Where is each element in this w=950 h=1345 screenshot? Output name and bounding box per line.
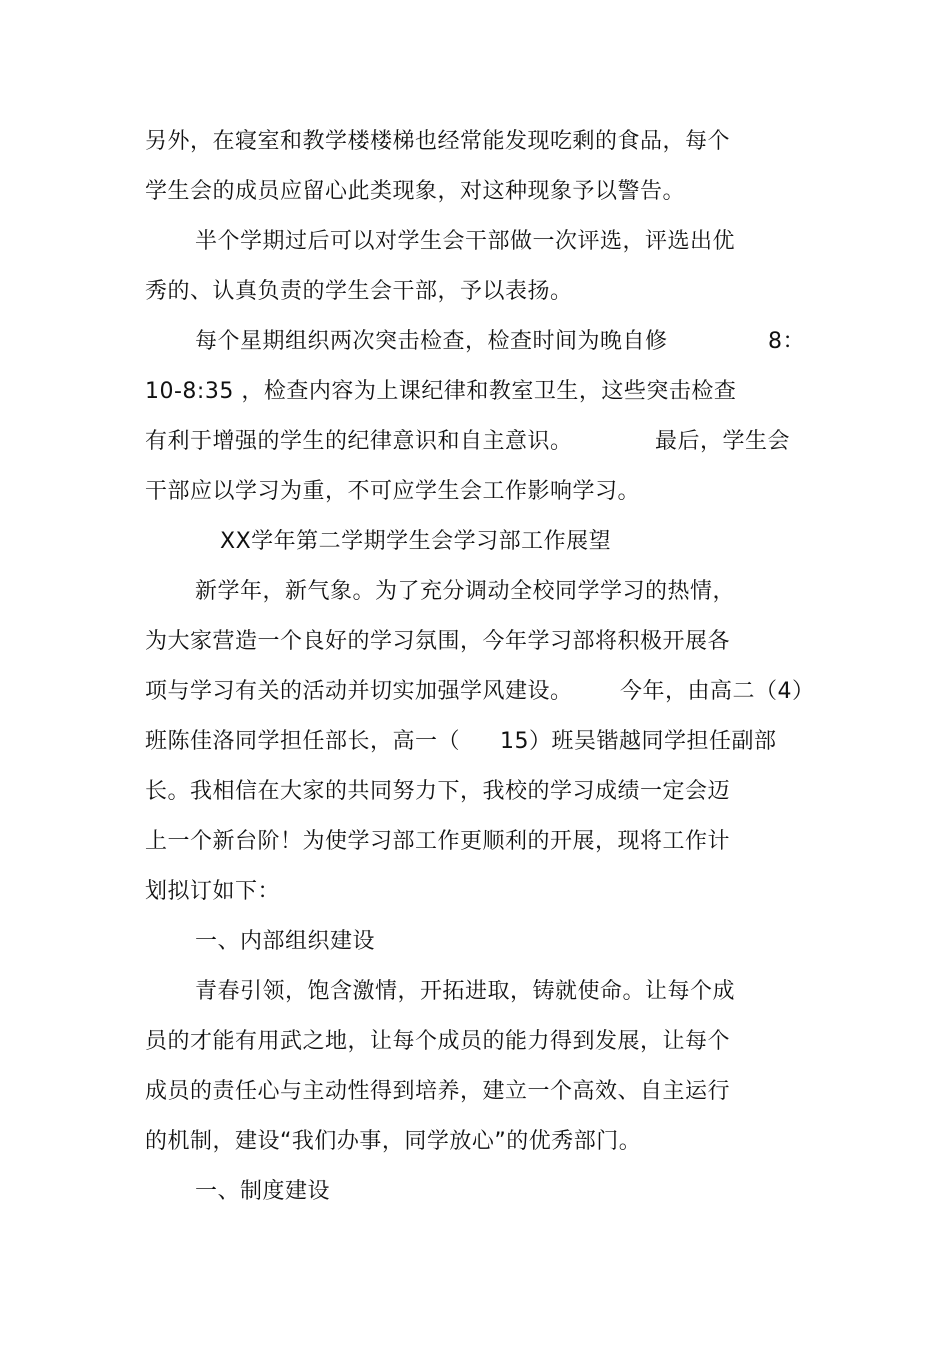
text-line: 青春引领，饱含激情，开拓进取，铸就使命。让每个成: [195, 979, 736, 1004]
text-line: 学生会的成员应留心此类现象，对这种现象予以警告。: [145, 179, 686, 204]
text-line: 为大家营造一个良好的学习氛围，今年学习部将积极开展各: [145, 629, 731, 654]
text-line: 15）班吴锴越同学担任副部: [500, 729, 777, 754]
text-line: 成员的责任心与主动性得到培养，建立一个高效、自主运行: [145, 1079, 731, 1104]
text-line: 员的才能有用武之地，让每个成员的能力得到发展，让每个: [145, 1029, 731, 1054]
text-line: 上一个新台阶！为使学习部工作更顺利的开展，现将工作计: [145, 829, 731, 854]
text-line: 的机制，建设“我们办事，同学放心”的优秀部门。: [145, 1129, 642, 1154]
text-line: 10-8:35 ，检查内容为上课纪律和教室卫生，这些突击检查: [145, 379, 737, 404]
section-heading: XX学年第二学期学生会学习部工作展望: [220, 529, 612, 554]
text-line: 划拟订如下：: [145, 879, 281, 904]
subsection-heading: 一、内部组织建设: [195, 929, 376, 954]
text-line: 最后，学生会: [655, 429, 791, 454]
text-line: 半个学期过后可以对学生会干部做一次评选，评选出优: [195, 229, 736, 254]
text-line: 干部应以学习为重，不可应学生会工作影响学习。: [145, 479, 641, 504]
text-line: 8：: [768, 329, 805, 354]
text-line: 长。我相信在大家的共同努力下，我校的学习成绩一定会迈: [145, 779, 731, 804]
subsection-heading: 一、制度建设: [195, 1179, 331, 1204]
text-line: 有利于增强的学生的纪律意识和自主意识。: [145, 429, 573, 454]
text-line: 项与学习有关的活动并切实加强学风建设。: [145, 679, 573, 704]
text-line: 新学年，新气象。为了充分调动全校同学学习的热情，: [195, 579, 736, 604]
text-line: 秀的、认真负责的学生会干部，予以表扬。: [145, 279, 573, 304]
text-line: 今年，由高二（4）: [620, 679, 815, 704]
text-line: 另外，在寝室和教学楼楼梯也经常能发现吃剩的食品，每个: [145, 129, 731, 154]
text-line: 每个星期组织两次突击检查，检查时间为晚自修: [195, 329, 668, 354]
text-line: 班陈佳洛同学担任部长，高一（: [145, 729, 461, 754]
